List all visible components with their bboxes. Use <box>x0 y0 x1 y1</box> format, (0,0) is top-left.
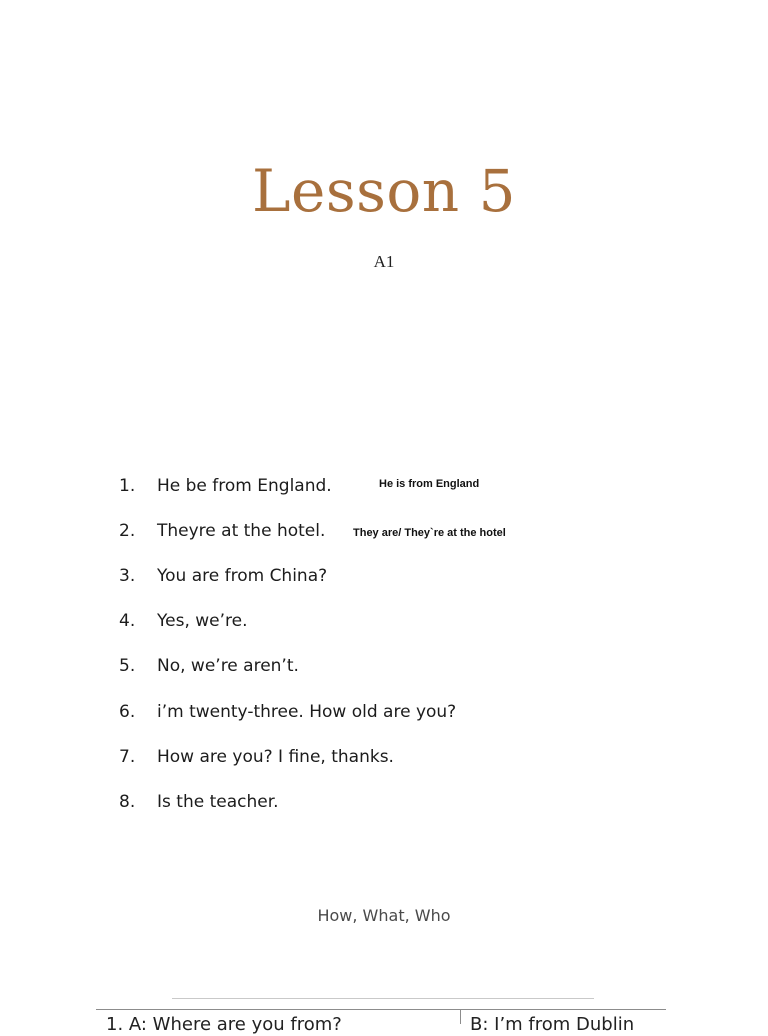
exercise-text: Is the teacher. <box>157 792 279 812</box>
exercise-text: i’m twenty-three. How old are you? <box>157 702 457 722</box>
table-column-divider <box>460 1009 461 1024</box>
exercise-text: How are you? I fine, thanks. <box>157 747 394 767</box>
exercise-item-6 <box>119 700 456 724</box>
exercise-number: 3. <box>119 566 136 586</box>
page-title: Lesson 5 <box>252 157 516 225</box>
exercise-number: 7. <box>119 747 136 767</box>
exercise-number: 6. <box>119 702 136 722</box>
exercise-text: No, we’re aren’t. <box>157 656 299 676</box>
exercise-text: Yes, we’re. <box>157 611 248 631</box>
exercise-correction-1: He is from England <box>379 478 480 490</box>
exercise-number: 2. <box>119 521 136 541</box>
table-top-border <box>96 1009 666 1010</box>
level-label: A1 <box>373 252 395 271</box>
exercise-item-5 <box>119 654 299 678</box>
exercise-number: 1. <box>119 476 136 496</box>
exercise-item-1 <box>119 474 332 498</box>
exercise-number: 4. <box>119 611 136 631</box>
table-cell-right: B: I’m from Dublin <box>470 1014 635 1035</box>
exercise-item-8 <box>119 790 279 814</box>
exercise-correction-2: They are/ They`re at the hotel <box>353 527 506 539</box>
exercise-text: You are from China? <box>157 566 328 586</box>
exercise-text: Theyre at the hotel. <box>157 521 326 541</box>
table-cell-left: 1. A: Where are you from? <box>106 1014 342 1035</box>
exercise-number: 8. <box>119 792 136 812</box>
exercise-text: He be from England. <box>157 476 332 496</box>
section-heading: How, What, Who <box>317 906 451 925</box>
exercise-number: 5. <box>119 656 136 676</box>
exercise-item-3 <box>119 564 327 588</box>
exercise-item-7 <box>119 745 394 769</box>
exercise-item-4 <box>119 609 248 633</box>
exercise-item-2 <box>119 519 325 543</box>
horizontal-rule <box>172 998 594 999</box>
